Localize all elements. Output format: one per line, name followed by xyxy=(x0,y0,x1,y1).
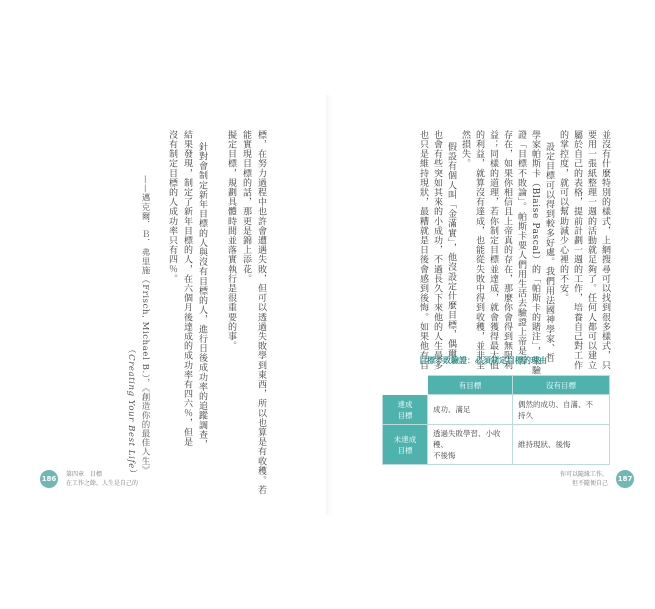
footer-subtitle: 在工作之餘，人生是自己的 xyxy=(66,480,139,487)
page-gutter xyxy=(326,95,332,515)
quote-source: ——邁克爾．Ｂ．弗里施（Frisch, Michael B.），《創造你的最佳人生》 xyxy=(140,175,150,475)
footer-chapter: 第四章 目標 xyxy=(66,471,103,478)
right-body-col-8: 存在，如果你相信且上帝真的存在，那麼你會得到無限利 xyxy=(502,130,512,370)
cell-achieved-no-goal: 偶然的成功、自滿、不 持久 xyxy=(513,395,610,425)
right-body-col-9: 益；同樣的道理，若你制定目標並達成，就會獲得最大值 xyxy=(488,130,498,370)
row-header-achieved-label: 達成 目標 xyxy=(397,399,413,420)
right-footer-text xyxy=(560,470,608,488)
right-body-col-7: 證「目標不敗論」。帕斯卡要人們用生活去驗證上帝是否 xyxy=(516,130,526,366)
left-body-col-7: 沒有制定目標的人成功率只有四％。 xyxy=(167,130,177,284)
cell-achieved-has-goal: 成功、滿足 xyxy=(428,395,513,425)
right-body-col-1: 並沒有什麼特別的樣式，上網搜尋可以找到很多樣式，只 xyxy=(600,130,610,370)
left-footer xyxy=(40,470,138,488)
left-body-col-2: 能實現目標的話，那更是錦上添花。 xyxy=(241,130,251,284)
footer-line1: 你可以隨緣工作， xyxy=(560,471,609,478)
right-body-col-5: 設定目標可以得到較多好處。我們用法國神學家、哲 xyxy=(544,142,554,363)
left-footer-text xyxy=(66,470,138,488)
row-header-achieved xyxy=(383,395,428,425)
left-body-col-6: 結果發現，制定了新年目標的人，在六個月後達成的成功率有四六％，但是 xyxy=(182,130,192,447)
left-body-col-5: 針對會制定新年目標的人與沒有目標的人，進行日後成功率的追蹤調查， xyxy=(197,142,207,450)
right-body-col-13: 也會有些突如其來的小成功，不過長久下來他的人生最多 xyxy=(432,130,442,370)
table-corner xyxy=(383,376,428,395)
right-body-col-6: 學家帕斯卡（Blaise Pascal）的「帕斯卡的賭注」，來驗 xyxy=(530,130,540,376)
cell-not-achieved-has-goal: 透過失敗學習、小收穫、 不後悔 xyxy=(428,425,513,465)
col-header-has-goal: 有目標 xyxy=(428,376,513,395)
cell-not-achieved-no-goal: 維持現狀、後悔 xyxy=(513,425,610,465)
right-body-col-10: 的利益，就算沒有達成，也能從失敗中得到收穫，並非全 xyxy=(474,130,484,370)
right-body-col-14: 也只是維持現狀，最糟就是日後會感到後悔。如果他有目 xyxy=(418,130,428,370)
right-body-col-2: 要用一張紙整理一週的活動就足夠了。任何人都可以建立 xyxy=(586,130,596,370)
page-number-right: 187 xyxy=(616,470,634,488)
table-title: 目標不敗驗證：必須制定目標的理由 xyxy=(419,356,547,365)
left-body-col-3: 擬定目標，規劃具體時間並落實執行是很重要的事。 xyxy=(226,130,236,351)
row-header-not-achieved xyxy=(383,425,428,465)
page-number-left: 186 xyxy=(40,470,58,488)
right-body-col-12: 假設有個人叫「金滿實」，他沒設定什麼目標，偶爾 xyxy=(446,142,456,359)
right-body-col-4: 的掌控度，就可以幫助減少心裡的不安。 xyxy=(558,130,568,303)
row-header-not-achieved-label: 未達成 目標 xyxy=(393,434,417,455)
footer-line2: 但不隨便自己 xyxy=(572,480,609,487)
right-body-col-11: 然損失。 xyxy=(460,130,470,169)
col-header-no-goal: 沒有目標 xyxy=(513,376,610,395)
reason-table xyxy=(382,375,610,465)
right-footer xyxy=(560,470,634,488)
quote-source-en: （Creating Your Best Life） xyxy=(126,345,136,478)
left-body-col-1: 標，在努力過程中也許會遭遇失敗，但可以透過失敗學到東西，所以也算是有收穫。若 xyxy=(256,130,266,495)
right-body-col-3: 屬於自己的表格，提前計劃一週的工作，培養自己對工作 xyxy=(572,130,582,370)
